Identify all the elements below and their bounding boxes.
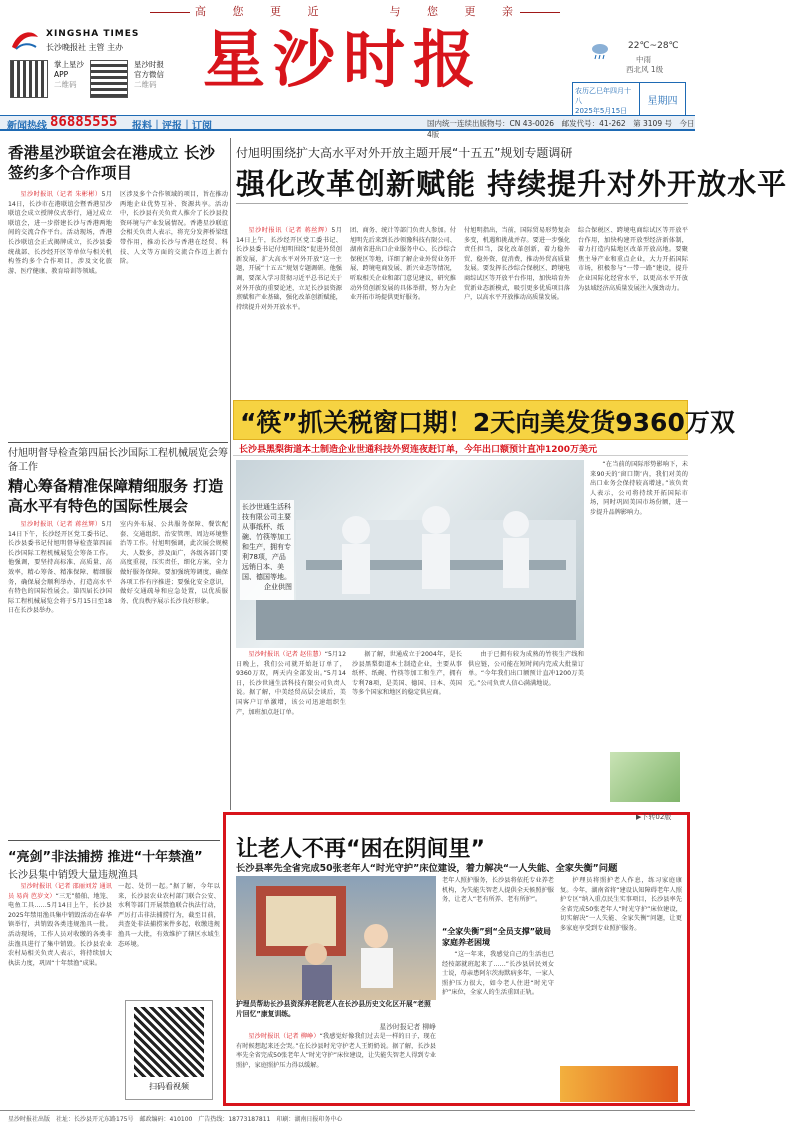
qr1-note: 二维码	[54, 80, 77, 89]
hotline-links[interactable]: 报料｜评报｜订阅	[132, 121, 212, 132]
hotline-number[interactable]: 86885555	[50, 114, 118, 130]
column-separator	[230, 138, 231, 810]
main-story-body-col2: 团、商务、统计等部门负责人参加。付旭明先后来到长沙领豫科技有限公司、湖南省进出口企业服务中心、长沙综合保税区等地，详细了解企业外贸业务开展、跨境电商发展、新兴业态等情况，听取相关企业和部门意见建议，研究推动外贸创新发展的具体举措，努力为企业开拓市场提供更好服务。	[350, 227, 456, 302]
continue-note: ▶下转02版	[636, 813, 672, 821]
weather-condition: 中雨	[636, 55, 651, 64]
qr1-label-2: APP	[54, 70, 69, 79]
chop-story-body-col3: 由于已拥有较为成熟的竹筷生产线和供应链，公司能在短时间内完成大批量订单。“今年我们出口额预计直冲1200万美元。”公司负责人信心满满地说。	[468, 651, 584, 687]
main-story-body-col3: 付旭明指出，当前，国际贸易形势复杂多变，机遇和挑战并存。要进一步强化责任担当，深化改革创新，着力稳外贸、稳外资、促消费，推动外贸高质量发展。要发挥长沙综合保税区、跨境电商综试区等开放平台作用，加快培育外贸新业态新模式，吸引更多优质项目落户，以高水平开放推动高质量发展。	[464, 227, 570, 302]
masthead-slogan: 高 您 更 近 与 您 更 亲	[195, 5, 515, 18]
divider	[8, 442, 228, 443]
qr-block-wechat	[90, 60, 164, 98]
side-story-body-col1: 星沙时报讯（记者 邵丽刘芳 通讯员 易尚 芭岁文）“三无”船舶、地笼、电鱼工具……5月14日上午，长沙县2025年禁用渔具集中销毁活动在春华镇举行，共销毁各类违规渔具一批。活动现场，工作人员对收缴的各类非法渔具进行了集中销毁。长沙县农业农村局相关负责人表示，将持续加大执法力度，巩固“十年禁渔”成果。	[8, 883, 112, 967]
left-story1-headline: 香港星沙联谊会在港成立 长沙签约多个合作项目	[8, 144, 215, 182]
brand-name-en: XINGSHA TIMES	[46, 29, 140, 39]
old-story-body-col1: 星沙时报讯（记者 柳峥）“我感觉好像我们过去是一样的日子，现在有时候想起来还会哭。”在长沙县时光守护老人王奶奶说。据了解，长沙县率先全省完成50张老年人“时光守护”床位建设，让失能失智老人得到专业照护，家庭照护压力得以缓解。	[236, 1033, 436, 1069]
old-story-body-col4: 护理员将照护老人作息，练习家庭康复。今年，湖南省将“建设认知障碍老年人照护专区”纳入重点民生实事项目，长沙县率先全省完成50张老年人“时光守护”床位建设，切实解决“一人失能、全家失衡”问题，让更多家庭享受到专业照护服务。	[560, 877, 682, 932]
video-qr-box[interactable]	[125, 1000, 213, 1100]
promo-badge-image	[610, 752, 680, 802]
rain-cloud-icon	[590, 42, 610, 60]
main-story-body-col1: 星沙时报讯（记者 蒋丝辉）5月14日上午，长沙经开区党工委书记、长沙县委书记付旭明围绕“促进外贸创新发展，扩大高水平对外开放”这一主题，开展“十五五”规划专题调研。他强调，要深入学习贯彻习近平总书记关于对外开放的重要论述，立足长沙县资源禀赋和产业基础，强化改革创新赋能，持续提升对外开放水平。	[236, 227, 343, 311]
old-story-subhead: 长沙县率先全省完成50张老年人“时光守护”床位建设，着力解决“一人失能、全家失衡”问题	[236, 863, 618, 874]
hotline-label: 新闻热线	[7, 121, 47, 132]
slogan-line-left	[150, 12, 190, 13]
qr2-label-2: 官方微信	[134, 70, 164, 79]
main-story-headline: 强化改革创新赋能 持续提升对外开放水平	[236, 167, 787, 201]
qr-video-label: 扫码看视频	[149, 1082, 189, 1091]
elderly-care-photo	[236, 876, 436, 1000]
issue-date: 2025年5月15日	[575, 107, 628, 115]
qr2-note: 二维码	[134, 80, 157, 89]
brand-logo-icon	[8, 27, 42, 53]
qr1-label: 掌上星沙	[54, 60, 84, 69]
left-story2-body-col1: 星沙时报讯（记者 蒋丝辉）5月14日下午，长沙经开区党工委书记、长沙县委书记付旭明督导检查第四届长沙国际工程机械展览会筹备工作。他强调，要坚持高标准、高质量、高效率，精心筹备、精准保障、精细服务，确保展会顺利举办，打造高水平有特色的国际性展会。第四届长沙国际工程机械展览会将于5月15日至18日在长沙县举办。	[8, 521, 113, 615]
chop-story-body-col1: 星沙时报讯（记者 赵佳慧）“5月12日晚上，我们公司就开始赶订单了，9360万双，两天内全部发出。”5月14日，长沙世通生活科技有限公司负责人说。据了解，中美经贸高层会谈后，美国客户订单激增，该公司迅速组织生产，加班加点赶订单。	[236, 651, 347, 716]
arrow-right-icon: ▶	[636, 813, 642, 821]
side-story-body-col2: 一起、处罚一起。”据了解，今年以来，长沙县农业农村部门联合公安、水利等部门开展禁渔联合执法行动，严厉打击非法捕捞行为，截至目前，共查处非法捕捞案件多起，收缴违规渔具一大批，有效维护了辖区水域生态环境。	[118, 883, 220, 948]
side-story-headline: “亮剑”非法捕捞 推进“十年禁渔”	[8, 850, 203, 865]
chop-story-body-col4: “在当前的国际形势影响下，未来90天的‘窗口期’内，我们对美的出口业务会保持较高增速。”该负责人表示，公司将持续开拓国际市场，同时巩固美国市场份额，进一步提升品牌影响力。	[590, 461, 688, 516]
weekday: 星期四	[639, 83, 685, 115]
left-story2-body-col2: 室内外布展、公共服务保障、餐饮配套、交通组织、治安管理、周边环境整治等工作。付旭明强调，此次展会规模大、人数多，涉及面广，各级各部门要高度重视，压实责任，细化方案，全力做好服务保障。要加强统筹调度，确保各项工作有序推进；要强化安全意识，做好交通疏导和应急处置，以优质服务、优良秩序展示长沙良好形象。	[120, 521, 228, 605]
left-story2-kicker: 付旭明督导检查第四届长沙国际工程机械展览会筹备工作	[8, 448, 228, 473]
divider	[8, 840, 220, 841]
brand-publisher: 长沙晚报社 主管 主办	[46, 43, 124, 52]
old-story-headline: 让老人不再“困在阴间里”	[236, 837, 485, 862]
weather-temperature: 22℃~28℃	[628, 41, 679, 51]
photo-caption: 长沙世通生活科技有限公司主要从事纸杯、纸碗、竹筷等加工和生产，拥有专利78项，产品远销日本、美国、德国等地。 企业供图	[240, 500, 294, 600]
old-photo-caption: 护理员帮助长沙县资深养老院老人在长沙县历史文化区开展“老照片回忆”康复训练。	[236, 1000, 431, 1018]
issue-info: 国内统一连续出版物号：CN 43-0026 邮发代号：41-262 第 3109 号 今日 4版	[427, 119, 695, 139]
lunar-date: 农历乙巳年四月十八	[575, 87, 631, 105]
chop-story-headline: “筷”抓关税窗口期！2天向美发货9360万双	[240, 408, 735, 437]
newspaper-title: 星沙时报	[202, 23, 483, 96]
chop-story-subhead: 长沙县黑梨街道本土制造企业世通科技外贸连夜赶订单，今年出口额预计直冲1200万美元	[233, 440, 688, 456]
qr-code-icon[interactable]	[90, 60, 128, 98]
divider	[236, 203, 688, 204]
main-story-kicker: 付旭明围绕扩大高水平对外开放主题开展“十五五”规划专题调研	[236, 146, 573, 160]
qr-code-icon[interactable]	[10, 60, 48, 98]
old-story-body-col3: “这一年来，我感觉自己的生活也已经按部就班起来了……”长沙县居民刘女士说，母亲患阿尔茨海默病多年，一家人照护压力很大，如今老人住进“时光守护”床位，全家人的生活重回正轨。	[442, 951, 554, 997]
qr2-label: 星沙时报	[134, 60, 164, 69]
old-story-body-col2: 老年人照护服务，长沙县将依托专业养老机构，为失能失智老人提供全天候照护服务，让老人“老有所养、老有所护”。	[442, 877, 554, 904]
hotline-bar	[0, 114, 695, 139]
promo-banner-image	[560, 1066, 678, 1102]
date-box	[572, 82, 686, 116]
old-photo-credit: 星沙时报记者 柳峥	[379, 1023, 436, 1031]
left-story1-body-col1: 星沙时报讯（记者 朱彬彬）5月14日，长沙市在港联谊会暨香港星沙联谊会成立授牌仪式举行，通过成立联谊会，进一步搭建长沙与香港两地间的交流合作平台。活动现场，香港长沙联谊会正式揭牌成立，长沙县委统战部、长沙经开区等单位与相关机构签约多个合作项目，涉及文化旅游、医疗健康、教育培训等领域。	[8, 191, 113, 275]
chop-story-body-col2: 据了解，世通成立于2004年，是长沙县黑梨街道本土制造企业，主要从事纸杯、纸碗、竹筷等加工和生产，拥有专利78项，是美国、德国、日本、英国等多个国家和地区的稳定供应商。	[352, 651, 462, 697]
left-story2-headline: 精心筹备精准保障精细服务 打造高水平有特色的国际性展会	[8, 477, 224, 515]
qr-block-app	[10, 60, 84, 98]
side-story-subhead: 长沙县集中销毁大量违规渔具	[8, 870, 138, 881]
weather-wind: 西北风 1级	[626, 65, 664, 74]
footer: 星沙时报社出版 社址：长沙县开元东路175号 邮政编码：410100 广告热线：18773187811 印刷：湖南日报印务中心	[0, 1110, 695, 1124]
old-story-subhead2: “全家失衡”到“全员支撑”破局家庭养老困境	[442, 927, 552, 947]
slogan-line-right	[520, 12, 560, 13]
main-story-body-col4: 综合保税区、跨境电商综试区等开放平台作用，加快构建开放型经济新体制，着力打造内陆地区改革开放高地。要聚焦主导产业和重点企业，大力开拓国际市场，积极参与“一带一路”建设，提升企业国际化经营水平，以更高水平开放为县域经济高质量发展注入强劲动力。	[578, 227, 688, 292]
qr-code-icon[interactable]	[134, 1007, 204, 1077]
left-story1-body-col2: 区涉及多个合作领域的项目，旨在推动两地企业优势互补、资源共享。活动中，长沙县有关负责人推介了长沙县投资环境与产业发展情况。香港星沙联谊会相关负责人表示，将充分发挥桥梁纽带作用，推动长沙与香港在经贸、科技、人文等方面的交流合作迈上新台阶。	[120, 191, 228, 266]
